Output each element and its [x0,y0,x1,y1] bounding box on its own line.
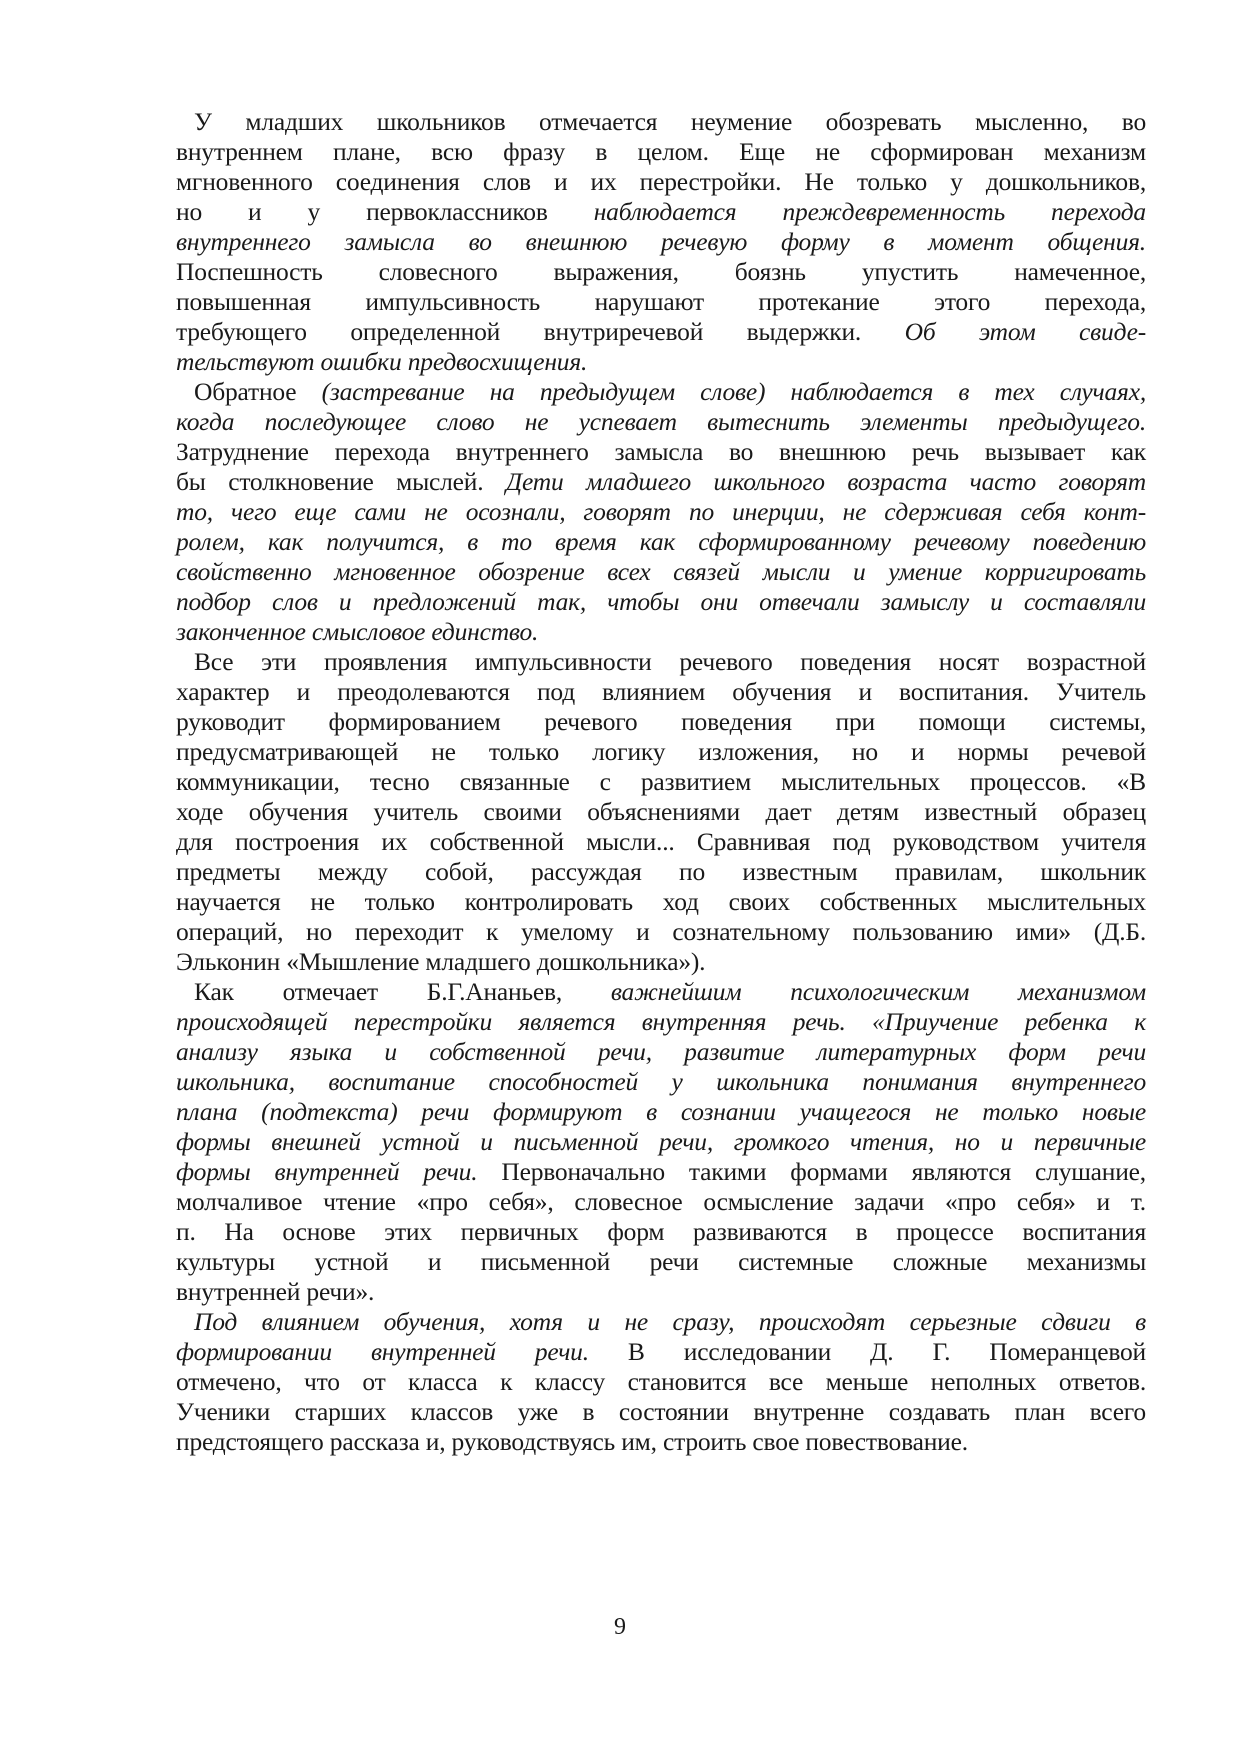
text-line [176,1127,1146,1157]
text-run: молчаливое чтение «про себя», словесное осмысление задачи «про себя» и т. [176,1187,1146,1216]
italic-run: подбор слов и предложений так, чтобы они отвечали замыслу и составляли [176,587,1146,616]
text-run: Как отмечает Б.Г.Ананьев, [194,977,611,1006]
italic-run: ролем, как получится, в то время как сформированному речевому поведению [176,527,1146,556]
text-line [176,1367,1146,1397]
text-run: коммуникации, тесно связанные с развитием мыслительных процессов. «В [176,767,1146,796]
text-line [176,527,1146,557]
text-run: внутренней речи». [176,1277,375,1306]
text-run: требующего определенной внутриречевой выдержки. [176,317,905,346]
italic-run: внутреннего замысла во внешнюю речевую форму в момент общения. [176,227,1146,256]
text-line [176,497,1146,527]
text-run: предусматривающей не только логику изложения, но и нормы речевой [176,737,1146,766]
text-line [176,287,1146,317]
text-run: п. На основе этих первичных форм развиваются в процессе воспитания [176,1217,1146,1246]
italic-run: формы внутренней речи. [176,1157,478,1186]
italic-run: Дети младшего школьного возраста часто говорят [505,467,1146,496]
text-line [176,677,1146,707]
text-run: Эльконин «Мышление младшего дошкольника»). [176,947,706,976]
text-line [176,767,1146,797]
text-run: предстоящего рассказа и, руководствуясь им, строить свое повествование. [176,1427,968,1456]
text-line [176,977,1146,1007]
italic-run: происходящей перестройки является внутренняя речь. «Приучение ребенка к [176,1007,1146,1036]
text-run: Первоначально такими формами являются слушание, [477,1157,1146,1186]
text-line [176,1277,1146,1307]
italic-run: важнейшим психологическим механизмом [610,977,1146,1006]
text-line [176,1307,1146,1337]
text-line [176,1007,1146,1037]
text-line [176,317,1146,347]
body-text [176,107,1146,1457]
text-run: В исследовании Д. Г. Померанцевой [588,1337,1146,1366]
text-run: предметы между собой, рассуждая по известным правилам, школьник [176,857,1146,886]
text-run: научается не только контролировать ход своих собственных мыслительных [176,887,1146,916]
text-line [176,467,1146,497]
text-run: Затруднение перехода внутреннего замысла во внешнюю речь вызывает как [176,437,1146,466]
text-line [176,257,1146,287]
text-line [176,557,1146,587]
paragraph [176,107,1146,377]
italic-run: законченное смысловое единство. [176,617,539,646]
text-line [176,737,1146,767]
text-line [176,377,1146,407]
italic-run: то, чего еще сами не осознали, говорят по инерции, не сдерживая себя конт- [176,497,1146,526]
text-line [176,167,1146,197]
italic-run: Под влиянием обучения, хотя и не сразу, происходят серьезные сдвиги в [194,1307,1146,1336]
italic-run: (застревание на предыдущем слове) наблюдается в тех случаях, [321,377,1147,406]
paragraph [176,977,1146,1307]
text-run: для построения их собственной мысли... Сравнивая под руководством учителя [176,827,1146,856]
italic-run: формировании внутренней речи. [176,1337,589,1366]
text-line [176,707,1146,737]
text-run: У младших школьников отмечается неумение обозревать мысленно, во [194,107,1146,136]
text-line [176,917,1146,947]
text-line [176,1427,1146,1457]
text-line [176,647,1146,677]
text-line [176,347,1146,377]
text-line [176,1337,1146,1367]
text-line [176,137,1146,167]
text-run: повышенная импульсивность нарушают протекание этого перехода, [176,287,1146,316]
text-run: ходе обучения учитель своими объяснениями дает детям известный образец [176,797,1146,826]
text-run: внутреннем плане, всю фразу в целом. Еще не сформирован механизм [176,137,1146,166]
text-line [176,617,1146,647]
text-run: Поспешность словесного выражения, боязнь упустить намеченное, [176,257,1146,286]
text-run: культуры устной и письменной речи системные сложные механизмы [176,1247,1146,1276]
text-line [176,1097,1146,1127]
text-run: руководит формированием речевого поведения при помощи системы, [176,707,1146,736]
text-line [176,227,1146,257]
text-line [176,797,1146,827]
italic-run: когда последующее слово не успевает вытеснить элементы предыдущего. [176,407,1146,436]
text-line [176,1067,1146,1097]
text-line [176,947,1146,977]
text-run: характер и преодолеваются под влиянием обучения и воспитания. Учитель [176,677,1146,706]
text-line [176,107,1146,137]
text-line [176,887,1146,917]
text-run: Все эти проявления импульсивности речевого поведения носят возрастной [194,647,1146,676]
paragraph [176,647,1146,977]
text-run: мгновенного соединения слов и их перестройки. Не только у дошкольников, [176,167,1146,196]
italic-run: школьника, воспитание способностей у школьника понимания внутреннего [176,1067,1146,1096]
text-line [176,1397,1146,1427]
italic-run: тельствуют ошибки предвосхищения. [176,347,588,376]
text-line [176,587,1146,617]
text-line [176,197,1146,227]
text-line [176,1187,1146,1217]
text-run: но и у первоклассников [176,197,594,226]
text-run: бы столкновение мыслей. [176,467,506,496]
text-line [176,1037,1146,1067]
text-line [176,437,1146,467]
text-line [176,407,1146,437]
italic-run: свойственно мгновенное обозрение всех связей мысли и умение корригировать [176,557,1146,586]
text-run: операций, но переходит к умелому и сознательному пользованию ими» (Д.Б. [176,917,1146,946]
italic-run: плана (подтекста) речи формируют в сознании учащегося не только новые [176,1097,1146,1126]
page-number: 9 [614,1614,626,1640]
italic-run: анализу языка и собственной речи, развитие литературных форм речи [176,1037,1146,1066]
text-run: Обратное [194,377,322,406]
text-line [176,827,1146,857]
paragraph [176,377,1146,647]
text-line [176,1157,1146,1187]
text-line [176,1217,1146,1247]
text-run: отмечено, что от класса к классу становится все меньше неполных ответов. [176,1367,1146,1396]
italic-run: Об этом свиде- [904,317,1146,346]
italic-run: наблюдается преждевременность перехода [593,197,1146,226]
paragraph [176,1307,1146,1457]
text-line [176,1247,1146,1277]
text-line [176,857,1146,887]
italic-run: формы внешней устной и письменной речи, громкого чтения, но и первичные [176,1127,1146,1156]
text-run: Ученики старших классов уже в состоянии внутренне создавать план всего [176,1397,1146,1426]
